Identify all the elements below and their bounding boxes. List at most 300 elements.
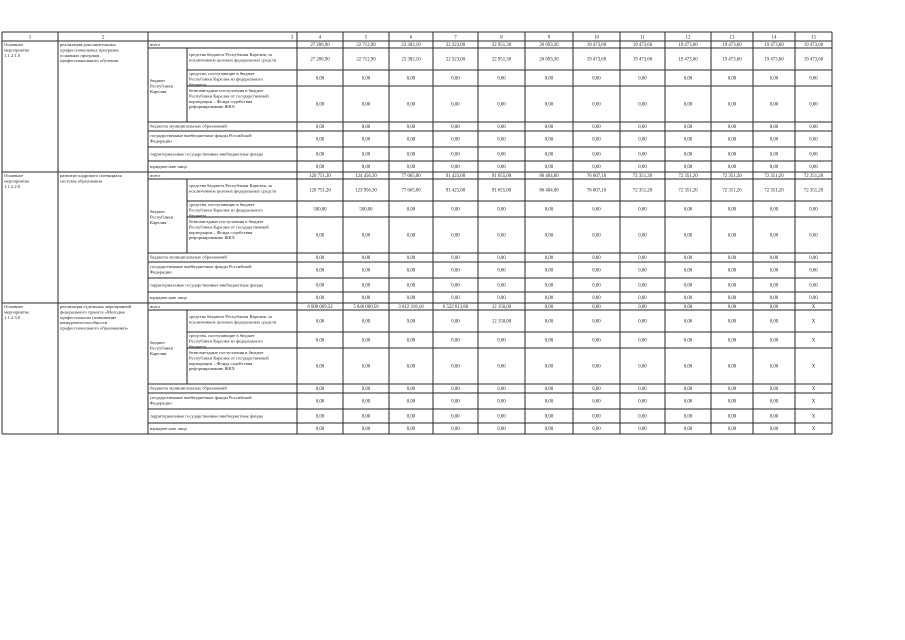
value-cell: 0,00 xyxy=(683,256,693,262)
value-cell: 0,00 xyxy=(315,102,325,108)
value-cell: 0,00 xyxy=(406,207,416,213)
row-label-budget-rk: Республики xyxy=(150,83,174,89)
value-cell: 0,00 xyxy=(451,125,460,131)
section-code: мероприятие xyxy=(4,47,30,53)
value-cell: X xyxy=(811,319,816,325)
value-cell: 0,00 xyxy=(769,137,779,143)
value-cell: 0,00 xyxy=(769,319,779,325)
value-cell: 0,00 xyxy=(683,268,693,274)
value-cell: X xyxy=(811,364,816,370)
value-cell: X xyxy=(811,399,816,405)
value-cell: 72 351,20 xyxy=(722,188,742,194)
value-cell: 3 612 318,10 xyxy=(398,305,424,311)
section-code: 1.1.2.2.0 xyxy=(4,183,21,189)
row-label-src-fund: безвозмездные поступления в бюджет xyxy=(189,219,264,224)
header-col-6: 6 xyxy=(409,35,413,41)
section-name: основных программ xyxy=(60,52,100,58)
value-cell: 0,00 xyxy=(592,427,601,433)
value-cell: 0,00 xyxy=(769,364,779,370)
value-cell: 0,00 xyxy=(451,165,460,171)
value-cell: 0,00 xyxy=(544,338,554,344)
value-cell: 0,00 xyxy=(544,207,554,213)
value-cell: 19 473,60 xyxy=(586,57,607,63)
value-cell: 0,00 xyxy=(451,364,460,370)
value-cell: 0,00 xyxy=(769,305,779,311)
value-cell: 0,00 xyxy=(683,102,693,108)
value-cell: 0,00 xyxy=(406,268,416,274)
row-label-src-rk: исключением целевых федеральных средств xyxy=(189,319,277,325)
row-label-src-fund: реформированию ЖКХ xyxy=(189,235,235,241)
value-cell: 0,00 xyxy=(451,137,460,143)
section-name: профессионального обучения xyxy=(60,58,119,64)
value-cell: 0,00 xyxy=(769,338,779,344)
value-cell: 19 473,60 xyxy=(803,57,824,63)
value-cell: 0,00 xyxy=(406,125,416,131)
section-code: мероприятие xyxy=(4,178,30,184)
value-cell: 0,00 xyxy=(592,207,601,213)
value-cell: 0,00 xyxy=(315,387,325,393)
value-cell: 72 351,20 xyxy=(632,174,653,180)
section-code: мероприятие xyxy=(4,309,30,315)
row-label-state-funds: государственные внебюджетные фонды Российской xyxy=(150,395,252,400)
value-cell: 0,00 xyxy=(361,125,371,131)
value-cell: 0,00 xyxy=(769,283,779,289)
value-cell: 77 665,00 xyxy=(401,188,421,194)
value-cell: 0,00 xyxy=(638,414,647,420)
section-name: реализация дополнительных xyxy=(60,42,117,47)
value-cell: 0,00 xyxy=(592,283,601,289)
value-cell: X xyxy=(811,387,816,393)
row-label-budget-rk: бюджет xyxy=(150,340,166,345)
value-cell: 0,00 xyxy=(809,233,818,239)
value-cell: 0,00 xyxy=(592,152,601,158)
value-cell: 0,00 xyxy=(727,399,737,405)
row-label-state-funds: государственные внебюджетные фонды Российской xyxy=(150,264,252,269)
header-col-7: 7 xyxy=(454,35,457,41)
value-cell: 0,00 xyxy=(769,256,779,262)
value-cell: 0,00 xyxy=(361,268,371,274)
value-cell: 0,00 xyxy=(497,207,506,213)
section-code: 1.1.2.3.0 xyxy=(4,314,21,320)
value-cell: 12 150,00 xyxy=(491,319,512,325)
value-cell: 0,00 xyxy=(683,414,693,420)
value-cell: 0,00 xyxy=(769,76,779,82)
value-cell: 0,00 xyxy=(544,296,554,302)
value-cell: X xyxy=(811,305,816,311)
row-label-src-fund: реформированию ЖКХ xyxy=(189,366,235,372)
row-label-src-rk: средства бюджета Республики Карелия, за xyxy=(189,314,272,319)
value-cell: 72 351,20 xyxy=(722,174,742,180)
value-cell: 0,00 xyxy=(315,76,325,82)
value-cell: 0,00 xyxy=(544,427,554,433)
value-cell: 86 404,00 xyxy=(539,174,559,180)
row-label-src-federal: средства, поступающие в бюджет xyxy=(189,202,255,207)
value-cell: 26 693,30 xyxy=(539,57,559,63)
value-cell: 0,00 xyxy=(315,296,325,302)
value-cell: 0,00 xyxy=(809,283,818,289)
value-cell: 0,00 xyxy=(497,338,506,344)
value-cell: X xyxy=(811,338,816,344)
row-label-src-fund: корпорации – Фонда содействия xyxy=(189,229,253,235)
header-col-3: 3 xyxy=(290,35,294,41)
value-cell: 0,00 xyxy=(638,364,647,370)
value-cell: 72 351,20 xyxy=(803,188,824,194)
value-cell: 0,00 xyxy=(683,152,693,158)
row-label-territorial: территориальные государственные внебюджетные фонды xyxy=(150,413,264,419)
value-cell: 0,00 xyxy=(638,152,647,158)
value-cell: 0,00 xyxy=(727,364,737,370)
value-cell: 0,00 xyxy=(451,319,460,325)
value-cell: 0,00 xyxy=(727,305,737,311)
value-cell: 0,00 xyxy=(406,414,416,420)
value-cell: 0,00 xyxy=(361,76,371,82)
value-cell: 22 323,00 xyxy=(445,57,466,63)
section-name: конкурентоспособности xyxy=(60,320,108,326)
value-cell: 0,00 xyxy=(809,137,818,143)
value-cell: 22 323,00 xyxy=(445,43,466,49)
value-cell: 0,00 xyxy=(361,338,371,344)
value-cell: 0,00 xyxy=(361,296,371,302)
row-label-state-funds: Федерации xyxy=(150,269,172,275)
value-cell: 0,00 xyxy=(544,165,554,171)
value-cell: 0,00 xyxy=(361,102,371,108)
value-cell: 0,00 xyxy=(361,137,371,143)
value-cell: 0,00 xyxy=(769,125,779,131)
value-cell: 0,00 xyxy=(727,152,737,158)
section-name: развитие кадрового потенциала xyxy=(60,173,122,178)
value-cell: 0,00 xyxy=(727,125,737,131)
value-cell: 72 351,20 xyxy=(678,188,698,194)
value-cell: 0,00 xyxy=(544,364,554,370)
row-label-vsego: всего xyxy=(150,42,161,47)
value-cell: 0,00 xyxy=(727,296,737,302)
header-col-2: 2 xyxy=(101,35,105,41)
row-label-municipal: бюджеты муниципальных образований xyxy=(150,385,227,391)
value-cell: 0,00 xyxy=(592,399,601,405)
value-cell: 0,00 xyxy=(683,137,693,143)
row-label-src-fund: Республики Карелия от государственной xyxy=(189,93,269,99)
value-cell: 0,00 xyxy=(406,364,416,370)
value-cell: 0,00 xyxy=(544,102,554,108)
value-cell: 0,00 xyxy=(497,364,506,370)
section-name: профессиональных программ, xyxy=(60,47,120,53)
value-cell: 0,00 xyxy=(727,338,737,344)
value-cell: 19 473,60 xyxy=(586,43,607,49)
value-cell: 22 951,30 xyxy=(491,57,512,63)
row-label-municipal: бюджеты муниципальных образований xyxy=(150,123,227,129)
row-label-src-fund: корпорации – Фонда содействия xyxy=(189,360,253,366)
row-label-src-fund: реформированию ЖКХ xyxy=(189,104,235,110)
value-cell: 0,00 xyxy=(592,338,601,344)
row-label-src-federal: бюджета xyxy=(189,343,207,349)
table-text xyxy=(4,36,824,433)
header-col-14: 14 xyxy=(771,35,777,41)
value-cell: 0,00 xyxy=(638,137,647,143)
value-cell: 0,00 xyxy=(497,233,506,239)
value-cell: 0,00 xyxy=(451,152,460,158)
value-cell: 0,00 xyxy=(451,76,460,82)
value-cell: 0,00 xyxy=(451,283,460,289)
value-cell: 0,00 xyxy=(727,76,737,82)
value-cell: 0,00 xyxy=(544,283,554,289)
value-cell: 0,00 xyxy=(406,296,416,302)
value-cell: 0,00 xyxy=(451,427,460,433)
header-col-4: 4 xyxy=(318,35,322,41)
value-cell: 0,00 xyxy=(638,338,647,344)
value-cell: 77 665,00 xyxy=(401,174,421,180)
value-cell: 0,00 xyxy=(451,414,460,420)
value-cell: 19 473,60 xyxy=(632,57,653,63)
row-label-src-federal: средства, поступающие в бюджет xyxy=(189,71,255,76)
row-label-vsego: всего xyxy=(150,304,161,309)
row-label-territorial: территориальные государственные внебюджетные фонды xyxy=(150,151,264,157)
value-cell: 0,00 xyxy=(315,233,325,239)
value-cell: 0,00 xyxy=(592,102,601,108)
value-cell: 0,00 xyxy=(451,387,460,393)
value-cell: 0,00 xyxy=(361,387,371,393)
value-cell: 0,00 xyxy=(406,165,416,171)
value-cell: 12 150,00 xyxy=(491,305,512,311)
section-name: системы образования xyxy=(60,178,102,184)
value-cell: 0,00 xyxy=(638,268,647,274)
value-cell: 0,00 xyxy=(451,256,460,262)
value-cell: 19 473,60 xyxy=(632,43,653,49)
value-cell: 0,00 xyxy=(727,137,737,143)
value-cell: 0,00 xyxy=(683,387,693,393)
row-label-legal: юридические лица xyxy=(150,426,187,431)
value-cell: 0,00 xyxy=(592,233,601,239)
value-cell: 0,00 xyxy=(406,338,416,344)
value-cell: 0,00 xyxy=(451,268,460,274)
value-cell: 19 473,60 xyxy=(803,43,824,49)
value-cell: 0,00 xyxy=(406,283,416,289)
value-cell: 0,00 xyxy=(638,125,647,131)
value-cell: 0,00 xyxy=(544,319,554,325)
row-label-src-fund: корпорации – Фонда содействия xyxy=(189,98,253,104)
value-cell: 0,00 xyxy=(497,296,506,302)
value-cell: 0,00 xyxy=(727,283,737,289)
value-cell: 0,00 xyxy=(769,268,779,274)
value-cell: 23 382,10 xyxy=(401,43,421,49)
section-name: реализация отдельных мероприятий xyxy=(60,304,131,309)
value-cell: 0,00 xyxy=(727,207,737,213)
row-label-src-fund: Республики Карелия от государственной xyxy=(189,355,269,361)
value-cell: 0,00 xyxy=(544,233,554,239)
table-grid xyxy=(2,32,832,434)
value-cell: 0,00 xyxy=(809,152,818,158)
header-col-10: 10 xyxy=(594,35,599,41)
row-label-budget-rk: Карелия xyxy=(150,219,167,225)
row-label-src-federal: бюджета xyxy=(189,81,207,87)
value-cell: 0,00 xyxy=(315,427,325,433)
row-label-budget-rk: Карелия xyxy=(150,88,167,94)
section-code: Основное xyxy=(4,173,24,178)
value-cell: 0,00 xyxy=(638,102,647,108)
value-cell: 0,00 xyxy=(683,207,693,213)
value-cell: 76 607,10 xyxy=(586,188,607,194)
value-cell: 0,00 xyxy=(727,427,737,433)
value-cell: 22 712,90 xyxy=(356,57,376,63)
value-cell: 0,00 xyxy=(497,256,506,262)
value-cell: 0,00 xyxy=(683,319,693,325)
value-cell: 0,00 xyxy=(315,165,325,171)
value-cell: 0,00 xyxy=(683,165,693,171)
value-cell: 0,00 xyxy=(315,137,325,143)
value-cell: 0,00 xyxy=(592,268,601,274)
value-cell: 0,00 xyxy=(497,125,506,131)
row-label-municipal: бюджеты муниципальных образований xyxy=(150,254,227,260)
value-cell: 0,00 xyxy=(638,283,647,289)
value-cell: 0,00 xyxy=(809,207,818,213)
value-cell: 23 382,10 xyxy=(401,57,421,63)
value-cell: 0,00 xyxy=(769,414,779,420)
value-cell: 91 655,00 xyxy=(491,188,512,194)
value-cell: 500,00 xyxy=(313,207,327,213)
value-cell: 0,00 xyxy=(544,125,554,131)
value-cell: 0,00 xyxy=(315,338,325,344)
value-cell: 0,00 xyxy=(497,283,506,289)
value-cell: 0,00 xyxy=(361,256,371,262)
value-cell: 0,00 xyxy=(315,256,325,262)
section-code: 1.1.2.1.0 xyxy=(4,52,21,58)
value-cell: 0,00 xyxy=(406,137,416,143)
value-cell: 0,00 xyxy=(544,256,554,262)
value-cell: 0,00 xyxy=(497,414,506,420)
value-cell: 6 008 069,32 xyxy=(307,305,333,311)
value-cell: 0,00 xyxy=(406,387,416,393)
value-cell: 0,00 xyxy=(592,296,601,302)
value-cell: 0,00 xyxy=(683,283,693,289)
value-cell: 0,00 xyxy=(592,256,601,262)
header-col-5: 5 xyxy=(364,35,368,41)
value-cell: 0,00 xyxy=(683,305,693,311)
value-cell: 22 712,90 xyxy=(356,43,376,49)
value-cell: 0,00 xyxy=(544,305,554,311)
value-cell: 0,00 xyxy=(592,364,601,370)
value-cell: 91 655,00 xyxy=(491,174,512,180)
row-label-budget-rk: Карелия xyxy=(150,350,167,356)
row-label-territorial: территориальные государственные внебюджетные фонды xyxy=(150,282,264,288)
value-cell: 0,00 xyxy=(683,296,693,302)
section-name: федерального проекта «Молодые xyxy=(60,309,126,315)
value-cell: 0,00 xyxy=(497,399,506,405)
value-cell: 124 456,30 xyxy=(355,174,377,180)
value-cell: 0,00 xyxy=(638,76,647,82)
header-col-15: 15 xyxy=(811,35,816,41)
value-cell: 0,00 xyxy=(638,305,647,311)
value-cell: 0,00 xyxy=(638,256,647,262)
value-cell: 123 956,30 xyxy=(355,188,377,194)
value-cell: 0,00 xyxy=(769,102,779,108)
value-cell: 0,00 xyxy=(683,125,693,131)
value-cell: 0,00 xyxy=(544,414,554,420)
value-cell: 0,00 xyxy=(497,387,506,393)
value-cell: 0,00 xyxy=(406,102,416,108)
row-label-src-federal: Республики Карелия из федерального xyxy=(189,76,263,82)
row-label-budget-rk: бюджет xyxy=(150,78,166,83)
value-cell: 0,00 xyxy=(406,256,416,262)
value-cell: 0,00 xyxy=(727,102,737,108)
value-cell: 0,00 xyxy=(315,283,325,289)
section-name: профессионалы (повышение xyxy=(60,314,117,320)
value-cell: 0,00 xyxy=(361,165,371,171)
row-label-state-funds: Федерации xyxy=(150,400,172,406)
value-cell: 9,00 xyxy=(406,319,416,325)
value-cell: 72 351,20 xyxy=(764,188,784,194)
value-cell: 0,00 xyxy=(451,233,460,239)
value-cell: 0,00 xyxy=(406,399,416,405)
section-code: Основное xyxy=(4,304,24,309)
value-cell: 19 473,60 xyxy=(722,43,742,49)
value-cell: 0,00 xyxy=(638,296,647,302)
value-cell: 0,00 xyxy=(315,414,325,420)
row-label-state-funds: Федерации xyxy=(150,138,172,144)
value-cell: 0,00 xyxy=(769,207,779,213)
row-label-src-fund: безвозмездные поступления в бюджет xyxy=(189,88,264,93)
value-cell: X xyxy=(811,414,816,420)
value-cell: 0,00 xyxy=(592,319,601,325)
value-cell: 0,00 xyxy=(727,233,737,239)
value-cell: 19 473,60 xyxy=(678,57,698,63)
value-cell: 19 473,60 xyxy=(764,57,784,63)
section-code: Основное xyxy=(4,42,24,47)
value-cell: 72 351,20 xyxy=(803,174,824,180)
value-cell: 0,00 xyxy=(361,319,371,325)
value-cell: 26 693,30 xyxy=(539,43,559,49)
value-cell: 0,00 xyxy=(544,387,554,393)
value-cell: 0,00 xyxy=(315,268,325,274)
value-cell: 0,00 xyxy=(406,233,416,239)
value-cell: 0,00 xyxy=(497,137,506,143)
value-cell: 0,00 xyxy=(544,76,554,82)
value-cell: X xyxy=(811,427,816,433)
value-cell: 72 351,20 xyxy=(632,188,653,194)
row-label-budget-rk: Республики xyxy=(150,345,174,351)
value-cell: 0,00 xyxy=(315,319,325,325)
value-cell: 0,00 xyxy=(497,102,506,108)
value-cell: 0,00 xyxy=(727,165,737,171)
header-col-12: 12 xyxy=(685,35,691,41)
value-cell: 0,00 xyxy=(592,414,601,420)
value-cell: 120 751,20 xyxy=(309,174,331,180)
value-cell: 0,00 xyxy=(683,364,693,370)
value-cell: 19 473,60 xyxy=(764,43,784,49)
value-cell: 0,00 xyxy=(497,76,506,82)
row-label-vsego: всего xyxy=(150,173,161,178)
value-cell: 0,00 xyxy=(451,399,460,405)
value-cell: 0,00 xyxy=(769,152,779,158)
value-cell: 72 351,20 xyxy=(678,174,698,180)
value-cell: 0,00 xyxy=(592,125,601,131)
value-cell: 0,00 xyxy=(592,387,601,393)
value-cell: 0,00 xyxy=(544,399,554,405)
row-label-src-rk: средства бюджета Республики Карелия, за xyxy=(189,183,272,188)
value-cell: 0,00 xyxy=(406,76,416,82)
row-label-src-federal: бюджета xyxy=(189,212,207,218)
value-cell: 0,00 xyxy=(544,268,554,274)
value-cell: 0,00 xyxy=(683,338,693,344)
header-col-8: 8 xyxy=(500,35,503,41)
value-cell: 76 607,10 xyxy=(586,174,607,180)
value-cell: 27 206,90 xyxy=(310,57,330,63)
header-col-9: 9 xyxy=(547,35,551,41)
row-label-src-fund: Республики Карелия от государственной xyxy=(189,224,269,230)
row-label-src-rk: исключением целевых федеральных средств xyxy=(189,188,277,194)
row-label-src-rk: средства бюджета Республики Карелия, за xyxy=(189,52,272,57)
row-label-budget-rk: Республики xyxy=(150,214,174,220)
value-cell: 0,00 xyxy=(809,268,818,274)
value-cell: 0,00 xyxy=(638,427,647,433)
